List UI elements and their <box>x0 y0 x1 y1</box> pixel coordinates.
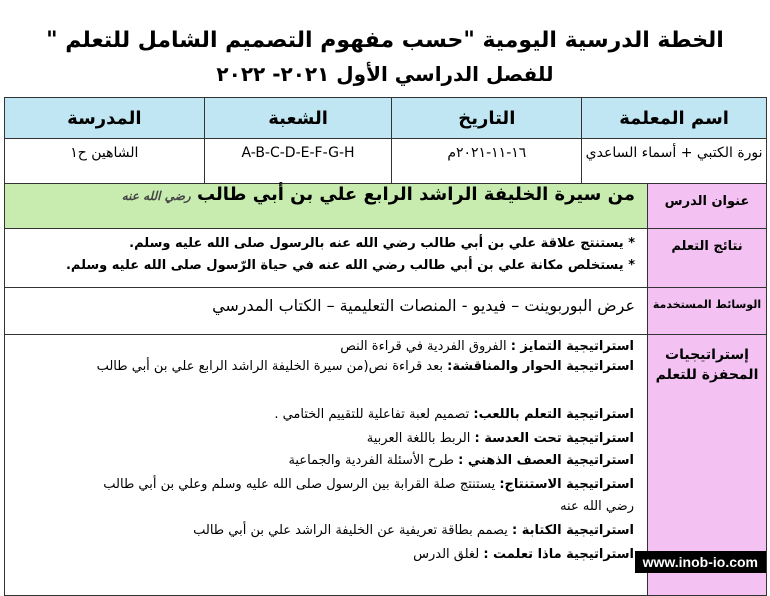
school-header: المدرسة <box>5 98 205 139</box>
strategy-description: يصمم بطاقة تعريفية عن الخليفة الراشد علي بن أبي طالب <box>193 523 508 538</box>
strategy-name: استراتيجية العصف الذهني : <box>458 453 634 468</box>
date-value: ١٦-١١-٢٠٢١م <box>392 139 582 192</box>
outcome-item: * يستخلص مكانة علي بن أبي طالب رضي الله عنه في حياة الرّسول صلى الله عليه وسلم. <box>65 258 635 273</box>
strategy-item <box>193 522 634 540</box>
strategy-name: استراتيجية الحوار والمناقشة: <box>447 359 634 374</box>
strategy-item <box>288 452 634 470</box>
strategy-item <box>97 358 634 376</box>
strategy-item <box>413 546 634 564</box>
strategy-description: لغلق الدرس <box>413 547 480 562</box>
plan-title: الخطة الدرسية اليومية "حسب مفهوم التصميم الشامل للتعلم " <box>46 28 724 53</box>
school-value: الشاهين ح١ <box>5 139 205 192</box>
strategy-item <box>103 476 634 494</box>
outcome-item: * يستنتج علاقة علي بن أبي طالب رضي الله عنه بالرسول صلى الله عليه وسلم. <box>129 236 635 251</box>
strategy-item <box>274 406 634 424</box>
strategy-item <box>560 498 634 516</box>
strategy-name: استراتيجية التمايز : <box>510 339 634 354</box>
watermark: www.inob-io.com <box>635 551 766 573</box>
media-label: الوسائط المستخدمة <box>648 288 767 335</box>
strategy-name: استراتيجية ماذا تعلمت : <box>483 547 634 562</box>
strategy-description: يستنتج صلة القرابة بين الرسول صلى الله عليه وسلم وعلي بن أبي طالب <box>103 477 496 492</box>
semester-subtitle: للفصل الدراسي الأول ٢٠٢١- ٢٠٢٢ <box>216 62 554 86</box>
teacher-name-value: نورة الكتبي + أسماء الساعدي <box>582 139 767 192</box>
honorific-calligraphy: رضي الله عنه <box>121 189 191 203</box>
media-row <box>5 288 767 335</box>
outcomes-cell <box>5 229 648 288</box>
header-table <box>4 97 767 192</box>
strategy-name: استراتيجية الاستنتاج: <box>499 477 634 492</box>
strategy-name: استراتيجية تحت العدسة : <box>474 431 634 446</box>
strategy-description: رضي الله عنه <box>560 499 634 514</box>
strategy-item <box>340 338 634 356</box>
strategy-name: استراتيجية التعلم باللعب: <box>473 407 634 422</box>
strategy-description: الربط باللغة العربية <box>366 431 471 446</box>
lesson-row <box>5 184 767 229</box>
strategy-description: طرح الأسئلة الفردية والجماعية <box>288 453 454 468</box>
media-text: عرض البوربوينت – فيديو - المنصات التعليمية – الكتاب المدرسي <box>5 288 648 335</box>
outcomes-label: نتائج التعلم <box>648 229 767 288</box>
strategy-description: بعد قراءة نص(من سيرة الخليفة الراشد الرابع علي بن أبي طالب <box>96 359 444 374</box>
section-value: A-B-C-D-E-F-G-H <box>204 139 392 192</box>
strategies-label: إستراتيجيات المحفزة للتعلم <box>648 335 767 596</box>
lesson-title-cell <box>5 184 648 229</box>
date-header: التاريخ <box>392 98 582 139</box>
strategy-name: استراتيجية الكتابة : <box>512 523 634 538</box>
lesson-title: من سيرة الخليفة الراشد الرابع علي بن أبي طالب <box>196 184 635 205</box>
outcomes-row <box>5 229 767 288</box>
strategy-description: الفروق الفردية في قراءة النص <box>340 339 507 354</box>
strategy-item <box>367 430 634 448</box>
section-header: الشعبة <box>204 98 392 139</box>
teacher-name-header: اسم المعلمة <box>582 98 767 139</box>
lesson-title-label: عنوان الدرس <box>648 184 767 229</box>
strategy-description: تصميم لعبة تفاعلية للتقييم الختامي . <box>274 407 470 422</box>
